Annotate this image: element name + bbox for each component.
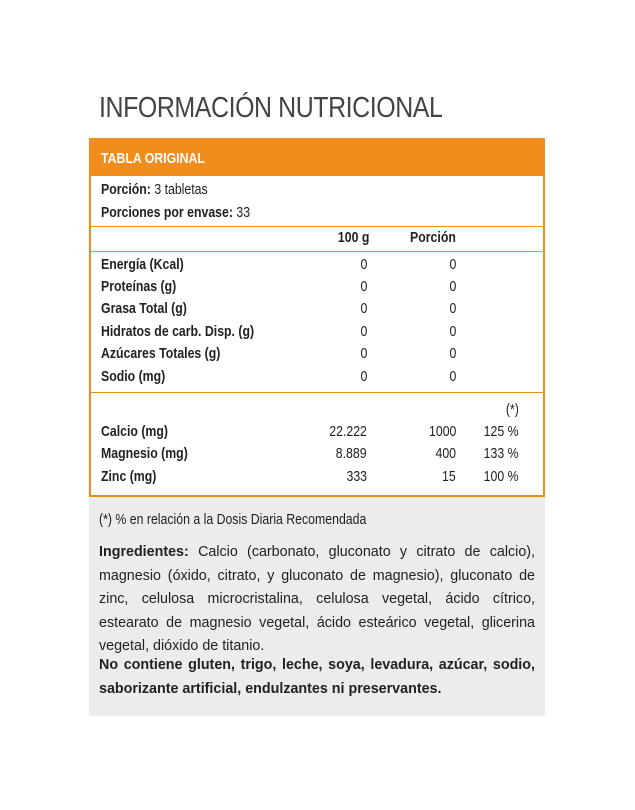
nutrient-per-100g: 0 <box>360 300 367 317</box>
footnote: (*) % en relación a la Dosis Diaria Recomendada <box>99 511 367 528</box>
nutrition-table <box>89 138 545 497</box>
nutrient-name: Proteínas (g) <box>101 278 177 295</box>
nutrient-per-100g: 0 <box>360 256 367 273</box>
daily-value-marker: (*) <box>506 401 519 418</box>
nutrient-name: Energía (Kcal) <box>101 256 184 273</box>
nutrient-per-portion: 0 <box>449 345 456 362</box>
mineral-per-portion: 400 <box>435 445 456 462</box>
table-header: TABLA ORIGINAL <box>101 150 205 167</box>
nutrient-per-portion: 0 <box>449 300 456 317</box>
mineral-per-100g: 8.889 <box>336 445 367 462</box>
mineral-daily-value: 133 % <box>484 445 519 462</box>
nutrient-per-portion: 0 <box>449 278 456 295</box>
divider <box>91 226 543 227</box>
servings-per-container-row <box>101 204 250 221</box>
ingredients-paragraph <box>99 541 535 659</box>
mineral-name: Magnesio (mg) <box>101 445 188 462</box>
mineral-per-portion: 1000 <box>428 423 456 440</box>
servings-per-container-value: 33 <box>236 204 251 221</box>
disclaimer: No contiene gluten, trigo, leche, soya, levadura, azúcar, sodio, saborizante artificial, endulzantes ni preservantes. <box>99 657 535 697</box>
column-header-100g: 100 g <box>337 229 369 246</box>
nutrient-per-portion: 0 <box>449 323 456 340</box>
page-title: INFORMACIÓN NUTRICIONAL <box>99 92 443 124</box>
mineral-name: Calcio (mg) <box>101 423 168 440</box>
mineral-per-portion: 15 <box>442 468 456 485</box>
column-header-portion: Porción <box>410 229 456 246</box>
nutrient-name: Hidratos de carb. Disp. (g) <box>101 323 255 340</box>
nutrient-per-portion: 0 <box>449 368 456 385</box>
nutrient-per-100g: 0 <box>360 278 367 295</box>
nutrient-per-100g: 0 <box>360 345 367 362</box>
nutrient-per-100g: 0 <box>360 368 367 385</box>
ingredients-text: Calcio (carbonato, gluconato y citrato de calcio), magnesio (óxido, citrato, y gluconato de magnesio), gluconato de zinc, celulosa microcristalina, celulosa vegetal, ácido cítrico, estearato de magnesio vegetal, ácido esteárico vegetal, glicerina vegetal, dióxido de titanio. <box>99 544 535 654</box>
nutrient-per-100g: 0 <box>360 323 367 340</box>
mineral-name: Zinc (mg) <box>101 468 157 485</box>
divider <box>91 251 543 252</box>
nutrient-name: Sodio (mg) <box>101 368 166 385</box>
serving-value: 3 tabletas <box>154 181 208 198</box>
mineral-per-100g: 22.222 <box>329 423 367 440</box>
ingredients-label: Ingredientes: <box>99 544 189 560</box>
nutrient-per-portion: 0 <box>449 256 456 273</box>
table-header-bar <box>91 140 543 176</box>
serving-label: Porción: <box>101 181 151 198</box>
serving-row <box>101 181 208 198</box>
divider <box>91 392 543 393</box>
nutrient-name: Grasa Total (g) <box>101 300 187 317</box>
mineral-per-100g: 333 <box>346 468 367 485</box>
mineral-daily-value: 125 % <box>484 423 519 440</box>
nutrient-name: Azúcares Totales (g) <box>101 345 221 362</box>
mineral-daily-value: 100 % <box>484 468 519 485</box>
servings-per-container-label: Porciones por envase: <box>101 204 233 221</box>
